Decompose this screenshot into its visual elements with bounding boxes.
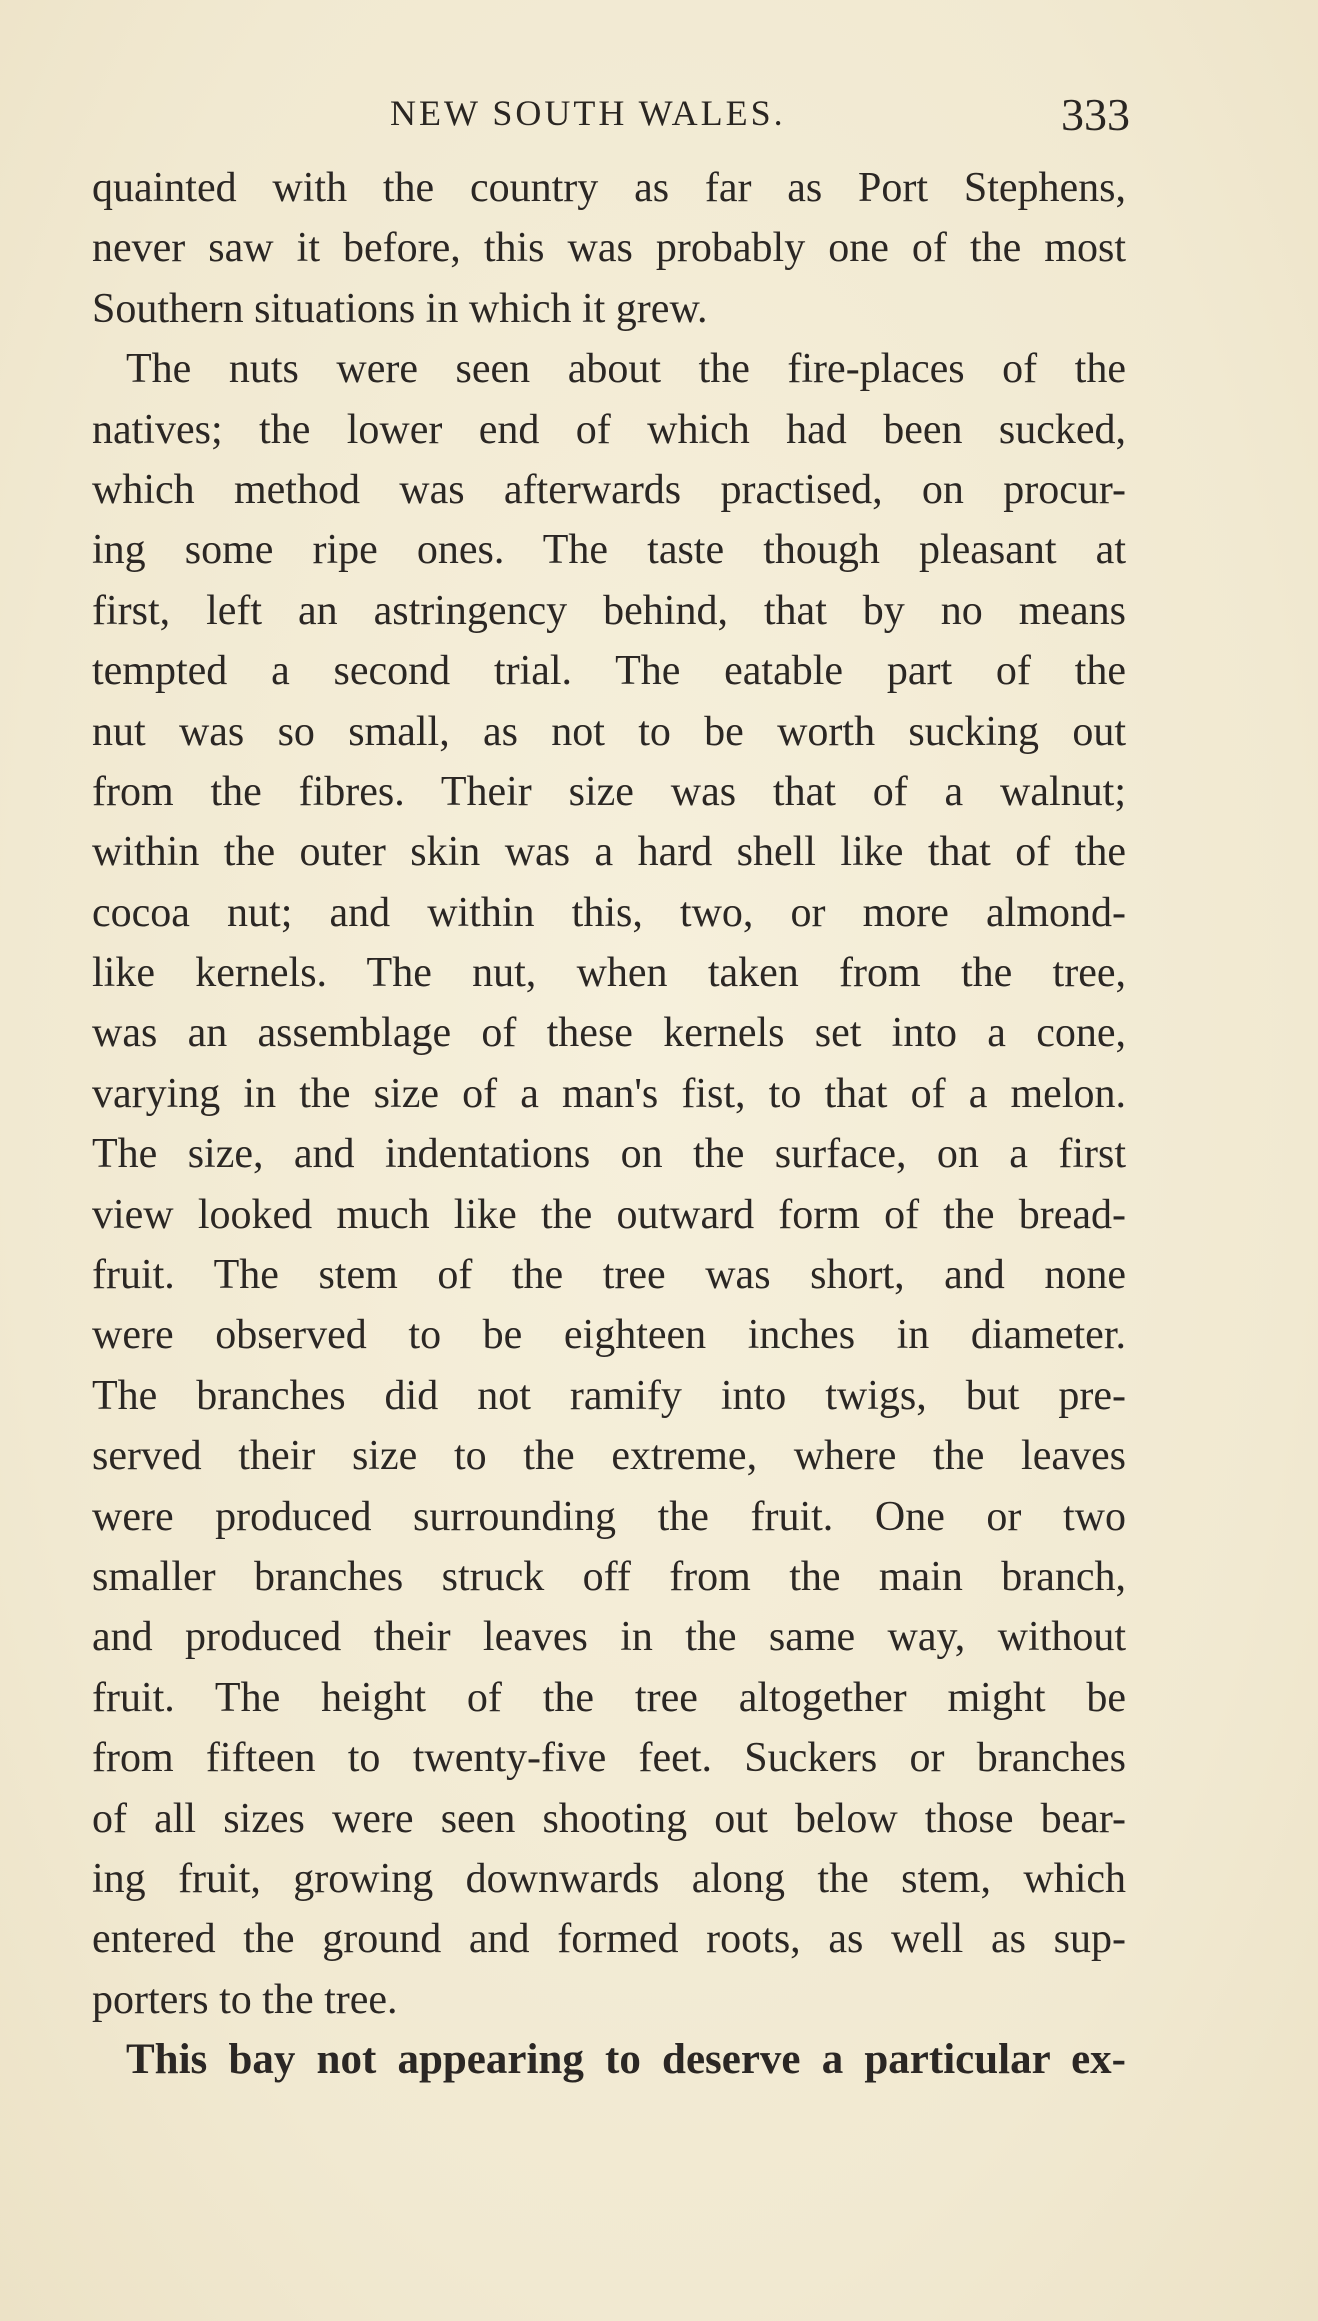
text-line: fruit. The stem of the tree was short, and none: [92, 1252, 1126, 1299]
text-line: never saw it before, this was probably one of the most: [92, 225, 1126, 272]
page-header: [90, 89, 1130, 142]
text-line: served their size to the extreme, where the leaves: [92, 1433, 1126, 1480]
text-line: This bay not appearing to deserve a particular ex-: [126, 2036, 1126, 2084]
text-line: ing fruit, growing downwards along the stem, which: [92, 1855, 1126, 1902]
text-line: of all sizes were seen shooting out below those bear-: [92, 1795, 1126, 1842]
text-line: first, left an astringency behind, that by no means: [92, 587, 1126, 634]
text-line: ing some ripe ones. The taste though pleasant at: [92, 527, 1126, 574]
text-line: porters to the tree.: [92, 1976, 398, 2023]
text-line: from fifteen to twenty-five feet. Suckers or branches: [92, 1735, 1126, 1782]
text-line: Southern situations in which it grew.: [92, 285, 708, 332]
text-line: cocoa nut; and within this, two, or more almond-: [92, 889, 1126, 936]
text-line: and produced their leaves in the same way, without: [92, 1614, 1126, 1661]
text-line: tempted a second trial. The eatable part of the: [92, 648, 1126, 695]
text-line: The nuts were seen about the fire-places of the: [126, 346, 1126, 393]
text-line: like kernels. The nut, when taken from the tree,: [92, 950, 1126, 997]
text-line: fruit. The height of the tree altogether might be: [92, 1674, 1126, 1721]
body-text: [92, 158, 1126, 2091]
text-line: were produced surrounding the fruit. One or two: [92, 1493, 1126, 1540]
text-line: were observed to be eighteen inches in diameter.: [92, 1312, 1126, 1359]
text-line: The branches did not ramify into twigs, but pre-: [92, 1372, 1126, 1419]
text-line: nut was so small, as not to be worth sucking out: [92, 708, 1126, 755]
text-line: smaller branches struck off from the main branch,: [92, 1553, 1126, 1600]
text-line: natives; the lower end of which had been sucked,: [92, 406, 1126, 453]
text-line: entered the ground and formed roots, as well as sup-: [92, 1916, 1126, 1963]
text-line: within the outer skin was a hard shell like that of the: [92, 829, 1126, 876]
text-line: from the fibres. Their size was that of a walnut;: [92, 768, 1126, 815]
text-line: was an assemblage of these kernels set into a cone,: [92, 1010, 1126, 1057]
text-line: The size, and indentations on the surface, on a first: [92, 1131, 1126, 1178]
running-head: NEW SOUTH WALES.: [390, 93, 786, 133]
text-line: which method was afterwards practised, on procur-: [92, 466, 1126, 513]
text-line: varying in the size of a man's fist, to that of a melon.: [92, 1070, 1126, 1117]
text-line: quainted with the country as far as Port Stephens,: [92, 165, 1126, 211]
text-line: view looked much like the outward form of the bread-: [92, 1191, 1126, 1238]
page-number: 333: [1061, 89, 1130, 140]
